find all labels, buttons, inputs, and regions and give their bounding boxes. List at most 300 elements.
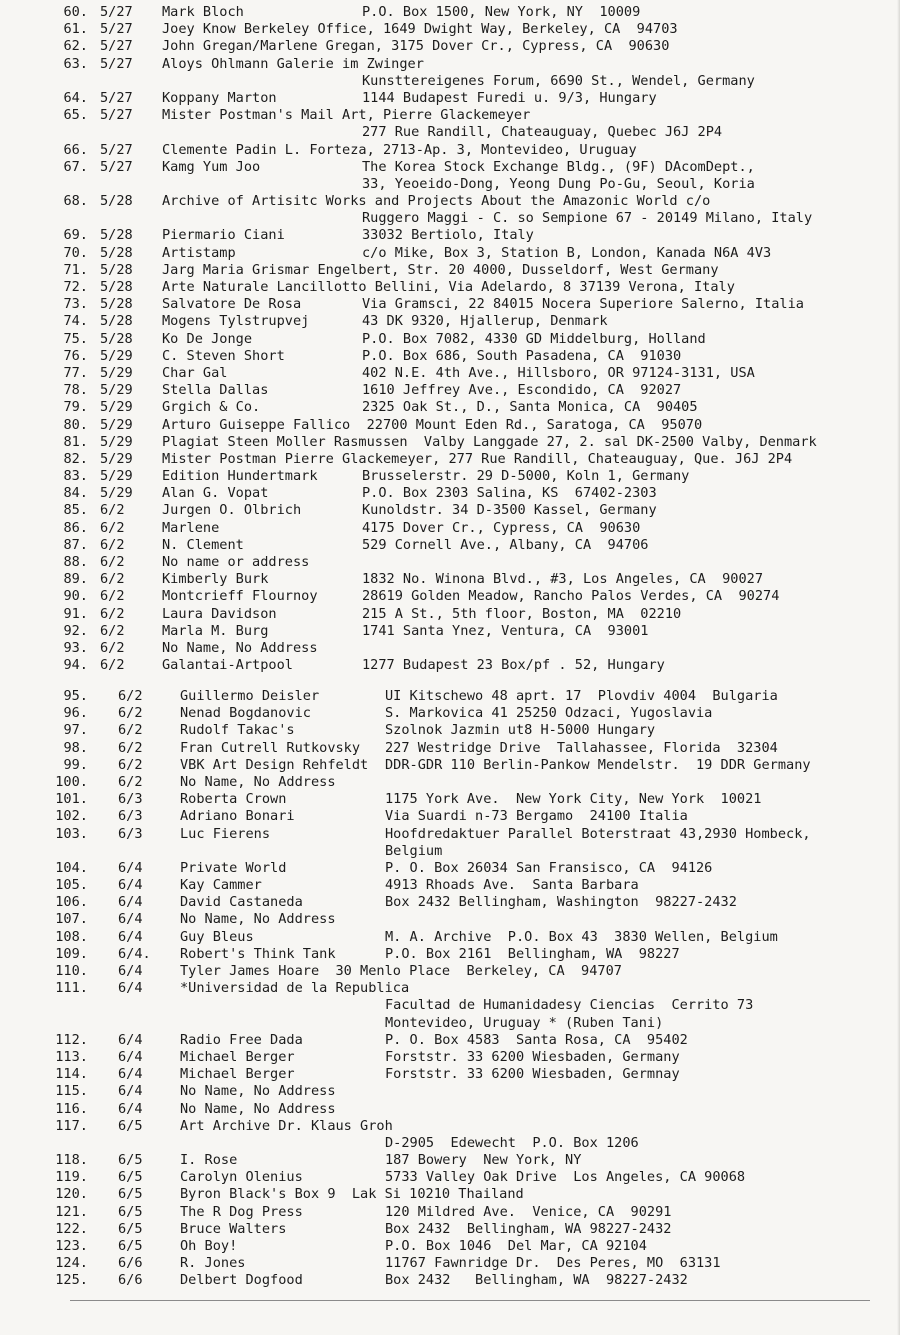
list-entry <box>0 468 900 485</box>
entry-date: 5/28 <box>100 244 133 261</box>
entry-num: 82. <box>63 450 88 467</box>
entry-name: Archive of Artisitc Works and Projects About the Amazonic World c/o <box>162 193 711 210</box>
entry-date: 5/28 <box>100 313 133 330</box>
entry-num: 113. <box>55 1048 88 1065</box>
entry-name: Radio Free Dada <box>180 1031 303 1048</box>
list-entry <box>0 502 900 519</box>
entry-name: John Gregan/Marlene Gregan, 3175 Dover Cr., Cypress, CA 90630 <box>162 38 670 55</box>
entry-addr: Box 2432 Bellingham, WA 98227-2432 <box>385 1220 672 1237</box>
entry-num: 62. <box>63 38 88 55</box>
list-entry <box>0 588 900 605</box>
list-entry <box>0 434 900 451</box>
entry-num: 87. <box>63 536 88 553</box>
entry-name: Tyler James Hoare 30 Menlo Place Berkeley, CA 94707 <box>180 963 622 979</box>
entry-date: 5/29 <box>100 347 133 364</box>
list-entry <box>0 1101 900 1118</box>
entry-num: 88. <box>63 554 88 570</box>
entry-name: Artistamp <box>162 244 236 261</box>
entry-date: 5/28 <box>100 296 133 313</box>
entry-date: 6/5 <box>118 1169 143 1186</box>
entry-date: 6/5 <box>118 1152 143 1169</box>
entry-name: Kamg Yum Joo <box>162 158 261 175</box>
entry-addr: Via Suardi n-73 Bergamo 24100 Italia <box>385 808 688 825</box>
entry-date: 6/2 <box>100 519 125 536</box>
entry-num: 102. <box>55 808 88 825</box>
entry-num: 107. <box>55 911 88 928</box>
entry-name: David Castaneda <box>180 894 303 911</box>
list-entry <box>0 843 900 860</box>
entry-num: 79. <box>63 399 88 416</box>
list-entry <box>0 1204 900 1221</box>
entry-addr: 1144 Budapest Furedi u. 9/3, Hungary <box>362 89 657 106</box>
list-entry <box>0 313 900 330</box>
entry-name: Clemente Padin L. Forteza, 2713-Ap. 3, Montevideo, Uruguay <box>162 141 637 158</box>
entry-addr: P.O. Box 1500, New York, NY 10009 <box>362 4 641 20</box>
entry-name: No Name, No Address <box>180 911 336 928</box>
list-entry <box>0 520 900 537</box>
list-entry <box>0 124 900 141</box>
list-entry <box>0 1032 900 1049</box>
list-entry <box>0 808 900 825</box>
entry-name: VBK Art Design Rehfeldt <box>180 756 369 773</box>
list-entry <box>0 688 900 705</box>
entry-date: 6/2 <box>100 571 125 588</box>
list-entry <box>0 159 900 176</box>
list-entry <box>0 296 900 313</box>
entry-name: Private World <box>180 859 287 876</box>
entry-date: 6/4 <box>118 894 143 911</box>
list-entry <box>0 193 900 210</box>
entry-num: 120. <box>55 1186 88 1203</box>
list-entry <box>0 73 900 90</box>
entry-name: Montcrieff Flournoy <box>162 588 318 605</box>
list-entry <box>0 623 900 640</box>
entry-num: 68. <box>63 193 88 210</box>
entry-addr: 1175 York Ave. New York City, New York 10021 <box>385 791 762 808</box>
entry-num: 105. <box>55 877 88 894</box>
entry-addr: c/o Mike, Box 3, Station B, London, Kanada N6A 4V3 <box>362 244 772 261</box>
list-entry <box>0 1186 900 1203</box>
entry-name: Guillermo Deisler <box>180 688 320 704</box>
entry-num: 122. <box>55 1220 88 1237</box>
list-entry <box>0 4 900 21</box>
entry-date: 6/4 <box>118 1083 143 1100</box>
entry-num: 72. <box>63 279 88 295</box>
entry-name: Rudolf Takac's <box>180 722 295 739</box>
entry-name: N. Clement <box>162 536 244 553</box>
list-entry <box>0 107 900 124</box>
entry-name: No Name, No Address <box>180 1083 336 1100</box>
entry-name: Delbert Dogfood <box>180 1272 303 1289</box>
entry-num: 119. <box>55 1169 88 1186</box>
entry-num: 71. <box>63 261 88 278</box>
list-entry <box>0 417 900 434</box>
list-entry <box>0 705 900 722</box>
entry-name: Laura Davidson <box>162 605 277 622</box>
entry-addr: 227 Westridge Drive Tallahassee, Florida 32304 <box>385 739 778 756</box>
entry-date: 6/2 <box>100 622 125 639</box>
entry-name: Stella Dallas <box>162 382 269 399</box>
entry-num: 97. <box>63 722 88 739</box>
entry-name: Mister Postman Pierre Glackemeyer, 277 Rue Randill, Chateauguay, Que. J6J 2P4 <box>162 450 793 467</box>
entry-name: Ko De Jonge <box>162 330 253 347</box>
bottom-rule <box>70 1300 870 1301</box>
entry-num: 114. <box>55 1066 88 1083</box>
entry-name: Michael Berger <box>180 1048 295 1065</box>
entry-num: 115. <box>55 1083 88 1100</box>
entry-date: 5/29 <box>100 468 133 485</box>
entry-date: 5/27 <box>100 158 133 175</box>
list-entry <box>0 1238 900 1255</box>
entry-date: 6/4 <box>118 1066 143 1083</box>
list-entry <box>0 1118 900 1135</box>
list-entry <box>0 929 900 946</box>
list-entry <box>0 1272 900 1289</box>
entry-addr: 187 Bowery New York, NY <box>385 1152 582 1169</box>
entry-num: 65. <box>63 107 88 124</box>
entry-date: 5/27 <box>100 38 133 55</box>
entry-name: Arte Naturale Lancillotto Bellini, Via Adelardo, 8 37139 Verona, Italy <box>162 279 735 295</box>
entry-addr: Via Gramsci, 22 84015 Nocera Superiore Salerno, Italia <box>362 296 804 313</box>
entry-num: 94. <box>63 657 88 674</box>
entry-addr: Hoofdredaktuer Parallel Boterstraat 43,2930 Hombeck, <box>385 825 811 842</box>
list-entry <box>0 791 900 808</box>
list-entry <box>0 963 900 980</box>
list-entry <box>0 348 900 365</box>
entry-name: R. Jones <box>180 1255 246 1272</box>
entry-name: Galantai-Artpool <box>162 657 293 674</box>
entry-addr: Kunoldstr. 34 D-3500 Kassel, Germany <box>362 502 657 519</box>
list-entry <box>0 142 900 159</box>
list-entry <box>0 245 900 262</box>
entry-addr: 1832 No. Winona Blvd., #3, Los Angeles, CA 90027 <box>362 571 764 588</box>
entry-date: 5/28 <box>100 261 133 278</box>
entry-name: Michael Berger <box>180 1066 295 1083</box>
list-entry <box>0 1135 900 1152</box>
list-entry <box>0 279 900 296</box>
list-entry <box>0 740 900 757</box>
address-list-part-1 <box>0 4 900 674</box>
entry-num: 121. <box>55 1203 88 1220</box>
list-entry <box>0 606 900 623</box>
entry-addr: P. O. Box 26034 San Fransisco, CA 94126 <box>385 859 713 876</box>
entry-num: 99. <box>63 756 88 773</box>
entry-date: 6/6 <box>118 1255 143 1272</box>
entry-date: 6/2 <box>100 657 125 674</box>
list-entry <box>0 877 900 894</box>
entry-num: 89. <box>63 571 88 588</box>
entry-name: Joey Know Berkeley Office, 1649 Dwight Way, Berkeley, CA 94703 <box>162 21 678 38</box>
entry-name: No Name, No Address <box>162 639 318 656</box>
entry-num: 93. <box>63 639 88 656</box>
entry-name: Byron Black's Box 9 Lak Si 10210 Thailand <box>180 1186 524 1203</box>
list-entry <box>0 38 900 55</box>
list-entry <box>0 1049 900 1066</box>
entry-num: 74. <box>63 313 88 330</box>
entry-num: 78. <box>63 382 88 399</box>
entry-num: 95. <box>63 688 88 704</box>
entry-num: 90. <box>63 588 88 605</box>
entry-addr: 2325 Oak St., D., Santa Monica, CA 90405 <box>362 399 698 416</box>
entry-date: 6/4 <box>118 1031 143 1048</box>
list-entry <box>0 90 900 107</box>
entry-date: 6/2 <box>100 536 125 553</box>
entry-addr: 28619 Golden Meadow, Rancho Palos Verdes, CA 90274 <box>362 588 780 605</box>
entry-date: 5/29 <box>100 382 133 399</box>
entry-addr: 43 DK 9320, Hjallerup, Denmark <box>362 313 608 330</box>
entry-addr: Brusselerstr. 29 D-5000, Koln 1, Germany <box>362 468 690 485</box>
list-entry <box>0 722 900 739</box>
entry-name: No name or address <box>162 554 310 570</box>
entry-addr: Forststr. 33 6200 Wiesbaden, Germnay <box>385 1066 680 1083</box>
entry-addr: UI Kitschewo 48 aprt. 17 Plovdiv 4004 Bulgaria <box>385 688 778 704</box>
entry-date: 6/6 <box>118 1272 143 1289</box>
entry-addr: Belgium <box>385 842 443 859</box>
entry-num: 61. <box>63 21 88 38</box>
list-entry <box>0 210 900 227</box>
entry-name: I. Rose <box>180 1152 238 1169</box>
list-entry <box>0 946 900 963</box>
entry-addr: 1610 Jeffrey Ave., Escondido, CA 92027 <box>362 382 682 399</box>
entry-addr: P.O. Box 686, South Pasadena, CA 91030 <box>362 347 682 364</box>
entry-date: 6/5 <box>118 1117 143 1134</box>
entry-date: 5/28 <box>100 330 133 347</box>
entry-num: 84. <box>63 485 88 502</box>
entry-date: 6/3 <box>118 808 143 825</box>
entry-name: Carolyn Olenius <box>180 1169 303 1186</box>
entry-addr: Facultad de Humanidadesy Ciencias Cerrito 73 <box>385 997 754 1014</box>
entry-name: Nenad Bogdanovic <box>180 705 311 722</box>
entry-date: 5/27 <box>100 89 133 106</box>
entry-num: 80. <box>63 416 88 433</box>
entry-date: 6/2 <box>118 705 143 722</box>
list-entry <box>0 1066 900 1083</box>
entry-name: Salvatore De Rosa <box>162 296 302 313</box>
entry-addr: P.O. Box 2161 Bellingham, WA 98227 <box>385 945 680 962</box>
list-entry <box>0 571 900 588</box>
entry-addr: Box 2432 Bellingham, Washington 98227-2432 <box>385 894 737 911</box>
entry-name: Mister Postman's Mail Art, Pierre Glackemeyer <box>162 107 531 124</box>
entry-name: Plagiat Steen Moller Rasmussen Valby Langgade 27, 2. sal DK-2500 Valby, Denmark <box>162 433 817 450</box>
entry-date: 6/2 <box>118 739 143 756</box>
entry-num: 123. <box>55 1238 88 1254</box>
entry-date: 6/5 <box>118 1203 143 1220</box>
list-entry <box>0 1083 900 1100</box>
list-entry <box>0 485 900 502</box>
entry-name: Adriano Bonari <box>180 808 295 825</box>
list-entry <box>0 382 900 399</box>
entry-date: 6/5 <box>118 1220 143 1237</box>
list-entry <box>0 365 900 382</box>
list-entry <box>0 757 900 774</box>
entry-name: Robert's Think Tank <box>180 945 336 962</box>
entry-date: 6/4 <box>118 928 143 945</box>
entry-num: 60. <box>63 4 88 20</box>
entry-addr: S. Markovica 41 25250 Odzaci, Yugoslavia <box>385 705 713 722</box>
entry-date: 5/28 <box>100 279 133 295</box>
entry-addr: The Korea Stock Exchange Bldg., (9F) DAcomDept., <box>362 158 755 175</box>
entry-name: No Name, No Address <box>180 1100 336 1117</box>
entry-addr: 11767 Fawnridge Dr. Des Peres, MO 63131 <box>385 1255 721 1272</box>
entry-num: 73. <box>63 296 88 313</box>
entry-name: Alan G. Vopat <box>162 485 269 502</box>
entry-num: 77. <box>63 364 88 381</box>
entry-date: 6/4 <box>118 911 143 928</box>
entry-num: 86. <box>63 519 88 536</box>
entry-addr: M. A. Archive P.O. Box 43 3830 Wellen, Belgium <box>385 928 778 945</box>
entry-num: 110. <box>55 963 88 979</box>
entry-addr: Kunsttereigenes Forum, 6690 St., Wendel, Germany <box>362 72 755 89</box>
entry-num: 116. <box>55 1100 88 1117</box>
entry-date: 6/2 <box>100 554 125 570</box>
list-entry <box>0 1169 900 1186</box>
list-entry <box>0 997 900 1014</box>
entry-date: 6/4 <box>118 1100 143 1117</box>
entry-num: 92. <box>63 622 88 639</box>
entry-num: 96. <box>63 705 88 722</box>
entry-addr: 1741 Santa Ynez, Ventura, CA 93001 <box>362 622 649 639</box>
list-entry <box>0 657 900 674</box>
entry-addr: 120 Mildred Ave. Venice, CA 90291 <box>385 1203 672 1220</box>
entry-date: 6/2 <box>118 722 143 739</box>
entry-date: 6/4 <box>118 980 143 997</box>
entry-date: 5/28 <box>100 227 133 244</box>
list-entry <box>0 331 900 348</box>
list-entry <box>0 894 900 911</box>
entry-num: 76. <box>63 347 88 364</box>
entry-name: Arturo Guiseppe Fallico 22700 Mount Eden Rd., Saratoga, CA 95070 <box>162 416 703 433</box>
list-entry <box>0 1015 900 1032</box>
entry-date: 6/4 <box>118 1048 143 1065</box>
entry-name: Fran Cutrell Rutkovsky <box>180 739 361 756</box>
entry-name: Mogens Tylstrupvej <box>162 313 310 330</box>
entry-addr: 4175 Dover Cr., Cypress, CA 90630 <box>362 519 641 536</box>
entry-addr: Ruggero Maggi - C. so Sempione 67 - 20149 Milano, Italy <box>362 210 813 227</box>
entry-num: 91. <box>63 605 88 622</box>
entry-addr: Montevideo, Uruguay * (Ruben Tani) <box>385 1014 664 1031</box>
list-entry <box>0 554 900 571</box>
entry-num: 109. <box>55 945 88 962</box>
entry-date: 6/2 <box>118 688 143 704</box>
list-entry <box>0 774 900 791</box>
entry-num: 104. <box>55 859 88 876</box>
entry-addr: 4913 Rhoads Ave. Santa Barbara <box>385 877 639 894</box>
address-list-part-2 <box>0 688 900 1290</box>
entry-num: 103. <box>55 825 88 842</box>
entry-num: 66. <box>63 141 88 158</box>
entry-num: 118. <box>55 1152 88 1169</box>
entry-date: 6/3 <box>118 791 143 808</box>
list-entry <box>0 451 900 468</box>
entry-name: Kimberly Burk <box>162 571 269 588</box>
list-entry <box>0 826 900 843</box>
entry-num: 112. <box>55 1031 88 1048</box>
entry-addr: 402 N.E. 4th Ave., Hillsboro, OR 97124-3131, USA <box>362 364 755 381</box>
list-entry <box>0 227 900 244</box>
entry-date: 6/2 <box>100 502 125 519</box>
entry-addr: DDR-GDR 110 Berlin-Pankow Mendelstr. 19 DDR Germany <box>385 756 811 773</box>
entry-num: 69. <box>63 227 88 244</box>
entry-date: 5/29 <box>100 364 133 381</box>
entry-name: Char Gal <box>162 364 228 381</box>
entry-date: 6/5 <box>118 1186 143 1203</box>
entry-date: 5/27 <box>100 4 133 20</box>
entry-num: 125. <box>55 1272 88 1289</box>
entry-addr: 33, Yeoeido-Dong, Yeong Dung Po-Gu, Seoul, Koria <box>362 175 755 192</box>
entry-name: Edition Hundertmark <box>162 468 318 485</box>
entry-num: 124. <box>55 1255 88 1272</box>
list-entry <box>0 176 900 193</box>
entry-name: Guy Bleus <box>180 928 254 945</box>
entry-addr: 277 Rue Randill, Chateauguay, Quebec J6J 2P4 <box>362 124 723 141</box>
entry-num: 100. <box>55 773 88 790</box>
list-entry <box>0 860 900 877</box>
entry-name: Art Archive Dr. Klaus Groh <box>180 1117 393 1134</box>
entry-addr: 33032 Bertiolo, Italy <box>362 227 534 244</box>
entry-date: 6/4 <box>118 859 143 876</box>
entry-name: Roberta Crown <box>180 791 287 808</box>
entry-date: 5/29 <box>100 450 133 467</box>
entry-date: 6/2 <box>100 605 125 622</box>
entry-name: Bruce Walters <box>180 1220 287 1237</box>
entry-num: 111. <box>55 980 88 997</box>
entry-name: Koppany Marton <box>162 89 277 106</box>
entry-addr: P. O. Box 4583 Santa Rosa, CA 95402 <box>385 1031 688 1048</box>
entry-addr: P.O. Box 1046 Del Mar, CA 92104 <box>385 1238 647 1254</box>
entry-name: Piermario Ciani <box>162 227 285 244</box>
entry-addr: Forststr. 33 6200 Wiesbaden, Germany <box>385 1048 680 1065</box>
entry-name: Kay Cammer <box>180 877 262 894</box>
list-entry <box>0 1255 900 1272</box>
entry-date: 6/4 <box>118 877 143 894</box>
entry-date: 6/4. <box>118 945 151 962</box>
list-entry <box>0 1152 900 1169</box>
entry-name: The R Dog Press <box>180 1203 303 1220</box>
entry-name: Grgich & Co. <box>162 399 261 416</box>
entry-addr: 5733 Valley Oak Drive Los Angeles, CA 90068 <box>385 1169 746 1186</box>
entry-num: 98. <box>63 739 88 756</box>
entry-date: 5/29 <box>100 416 133 433</box>
entry-date: 6/2 <box>118 756 143 773</box>
entry-num: 63. <box>63 55 88 72</box>
list-entry <box>0 980 900 997</box>
entry-num: 117. <box>55 1117 88 1134</box>
entry-date: 5/27 <box>100 21 133 38</box>
entry-name: *Universidad de la Republica <box>180 980 410 997</box>
entry-num: 64. <box>63 89 88 106</box>
entry-date: 5/29 <box>100 399 133 416</box>
list-entry <box>0 911 900 928</box>
list-entry <box>0 262 900 279</box>
entry-date: 5/29 <box>100 433 133 450</box>
entry-name: Oh Boy! <box>180 1238 238 1254</box>
entry-name: No Name, No Address <box>180 773 336 790</box>
entry-addr: 1277 Budapest 23 Box/pf . 52, Hungary <box>362 657 665 674</box>
list-entry <box>0 56 900 73</box>
entry-num: 67. <box>63 158 88 175</box>
entry-date: 6/5 <box>118 1238 143 1254</box>
list-entry <box>0 399 900 416</box>
entry-date: 6/3 <box>118 825 143 842</box>
entry-num: 81. <box>63 433 88 450</box>
entry-name: Mark Bloch <box>162 4 244 20</box>
entry-name: Marla M. Burg <box>162 622 269 639</box>
entry-name: Marlene <box>162 519 220 536</box>
list-entry <box>0 1221 900 1238</box>
entry-date: 5/27 <box>100 107 133 124</box>
entry-date: 5/27 <box>100 141 133 158</box>
entry-date: 6/4 <box>118 963 143 979</box>
